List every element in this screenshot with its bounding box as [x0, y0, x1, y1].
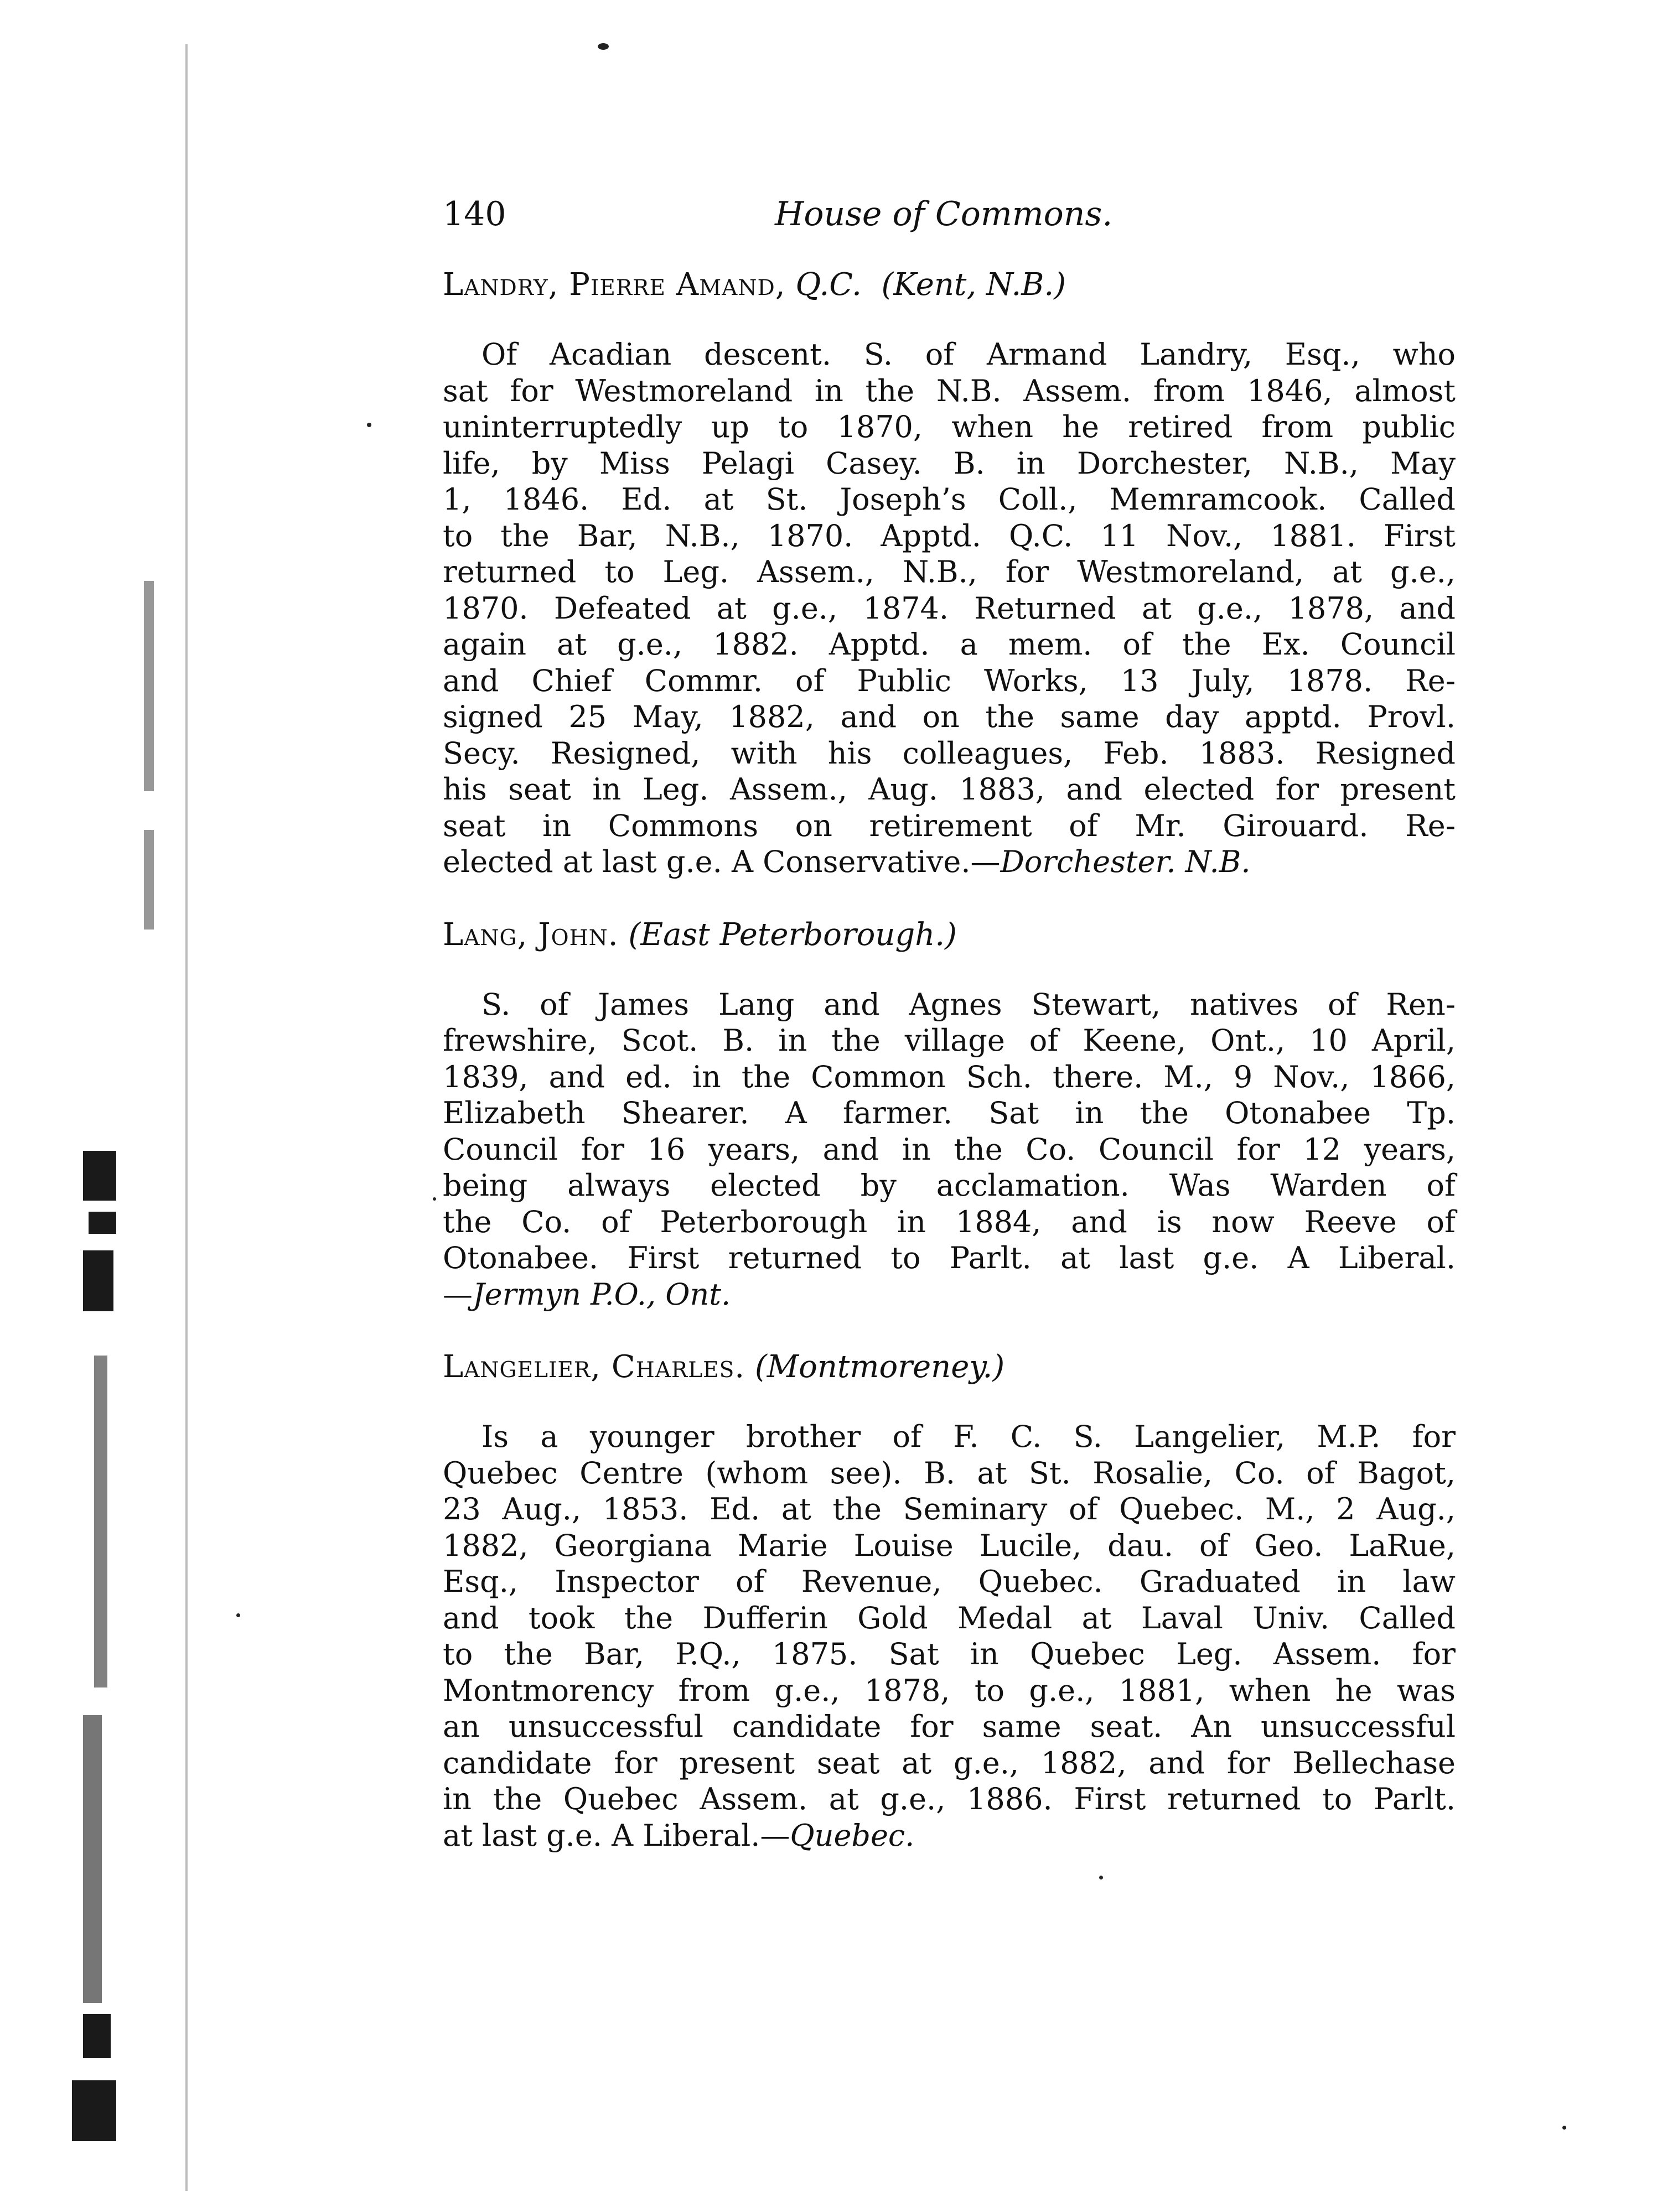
page-header — [443, 195, 1456, 239]
gutter-mark — [94, 1356, 107, 1687]
biography-entry — [443, 1348, 1456, 1853]
residence: Quebec. — [790, 1818, 915, 1853]
member-name: Lang, John. — [443, 916, 619, 953]
entry-body — [443, 336, 1456, 880]
closing-text: at last g.e. A Liberal.— — [443, 1818, 790, 1853]
ink-speck — [236, 1613, 240, 1617]
text-line: sat for Westmoreland in the N.B. Assem. from 1846, almost — [443, 373, 1456, 408]
text-line: 23 Aug., 1853. Ed. at the Seminary of Quebec. M., 2 Aug., — [443, 1492, 1456, 1526]
gutter-mark — [83, 1250, 113, 1311]
text-line: again at g.e., 1882. Apptd. a mem. of the Ex. Council — [443, 627, 1456, 662]
text-line: and took the Dufferin Gold Medal at Laval Univ. Called — [443, 1600, 1456, 1635]
closing-text: elected at last g.e. A Conservative.— — [443, 844, 1001, 879]
text-line: frewshire, Scot. B. in the village of Keene, Ont., 10 April, — [443, 1023, 1456, 1058]
gutter-mark — [83, 1715, 102, 2003]
residence: Dorchester. N.B. — [1000, 844, 1251, 879]
member-riding: (Kent, N.B.) — [881, 267, 1066, 303]
biography-entry — [443, 266, 1456, 880]
text-line: 1, 1846. Ed. at St. Joseph’s Coll., Memramcook. Called — [443, 482, 1456, 517]
text-line: Secy. Resigned, with his colleagues, Feb. 1883. Resigned — [443, 735, 1456, 771]
member-name: Langelier, Charles. — [443, 1349, 745, 1385]
text-line-last — [443, 1818, 1456, 1854]
text-line: Quebec Centre (whom see). B. at St. Rosalie, Co. of Bagot, — [443, 1455, 1456, 1491]
text-line: 1882, Georgiana Marie Louise Lucile, dau. of Geo. LaRue, — [443, 1528, 1456, 1563]
page-number: 140 — [443, 195, 506, 233]
text-line: and Chief Commr. of Public Works, 13 July, 1878. Re- — [443, 663, 1456, 698]
text-line: in the Quebec Assem. at g.e., 1886. First returned to Parlt. — [443, 1782, 1456, 1816]
closing-text: — — [443, 1276, 473, 1312]
text-line: 1870. Defeated at g.e., 1874. Returned at g.e., 1878, and — [443, 590, 1456, 626]
member-riding: (East Peterborough.) — [628, 916, 957, 953]
text-line: an unsuccessful candidate for same seat. An unsuccessful — [443, 1709, 1456, 1744]
text-line: signed 25 May, 1882, and on the same day apptd. Provl. — [443, 699, 1456, 734]
text-line: Esq., Inspector of Revenue, Quebec. Graduated in law — [443, 1564, 1456, 1599]
text-column — [443, 266, 1456, 1889]
text-line-last — [443, 844, 1456, 880]
text-line: 1839, and ed. in the Common Sch. there. M., 9 Nov., 1866, — [443, 1059, 1456, 1094]
text-line: Is a younger brother of F. C. S. Langelier, M.P. for — [481, 1419, 1456, 1454]
text-line: Montmorency from g.e., 1878, to g.e., 1881, when he was — [443, 1673, 1456, 1708]
text-line: seat in Commons on retirement of Mr. Girouard. Re- — [443, 808, 1456, 843]
entry-heading — [443, 1348, 1456, 1387]
entry-heading — [443, 916, 1456, 954]
text-line: life, by Miss Pelagi Casey. B. in Dorchester, N.B., May — [443, 445, 1456, 481]
text-line: candidate for present seat at g.e., 1882, and for Bellechase — [443, 1745, 1456, 1780]
text-line: Otonabee. First returned to Parlt. at last g.e. A Liberal. — [443, 1240, 1456, 1275]
text-line: Council for 16 years, and in the Co. Council for 12 years, — [443, 1131, 1456, 1167]
gutter-mark — [144, 830, 154, 930]
entry-body — [443, 986, 1456, 1313]
gutter-mark — [83, 1151, 116, 1201]
member-name: Landry, Pierre Amand, — [443, 267, 786, 303]
running-head: House of Commons. — [775, 195, 1113, 233]
text-line-last — [443, 1276, 1456, 1313]
gutter-mark — [72, 2080, 116, 2141]
ink-speck — [367, 423, 371, 427]
entry-body — [443, 1419, 1456, 1853]
text-line: S. of James Lang and Agnes Stewart, natives of Ren- — [481, 986, 1456, 1022]
text-line: uninterruptedly up to 1870, when he retired from public — [443, 409, 1456, 444]
residence: Jermyn P.O., Ont. — [473, 1276, 731, 1312]
member-honour: Q.C. — [795, 267, 862, 303]
ink-speck — [598, 43, 609, 50]
gutter-mark — [83, 2014, 111, 2058]
ink-speck — [433, 1197, 436, 1201]
binding-gutter — [83, 0, 216, 2212]
text-line: being always elected by acclamation. Was Warden of — [443, 1168, 1456, 1203]
ink-speck — [1562, 2126, 1566, 2130]
text-line: his seat in Leg. Assem., Aug. 1883, and elected for present — [443, 772, 1456, 807]
text-line: to the Bar, N.B., 1870. Apptd. Q.C. 11 Nov., 1881. First — [443, 518, 1456, 553]
text-line: to the Bar, P.Q., 1875. Sat in Quebec Leg. Assem. for — [443, 1637, 1456, 1671]
text-line: returned to Leg. Assem., N.B., for Westmoreland, at g.e., — [443, 554, 1456, 589]
gutter-mark — [144, 581, 154, 791]
gutter-mark — [89, 1212, 116, 1234]
entry-heading — [443, 266, 1456, 304]
text-line: the Co. of Peterborough in 1884, and is now Reeve of — [443, 1204, 1456, 1239]
text-line: Elizabeth Shearer. A farmer. Sat in the Otonabee Tp. — [443, 1095, 1456, 1130]
biography-entry — [443, 916, 1456, 1313]
gutter-edge — [185, 44, 188, 2191]
member-riding: (Montmoreney.) — [754, 1349, 1005, 1385]
text-line: Of Acadian descent. S. of Armand Landry, Esq., who — [481, 337, 1456, 372]
